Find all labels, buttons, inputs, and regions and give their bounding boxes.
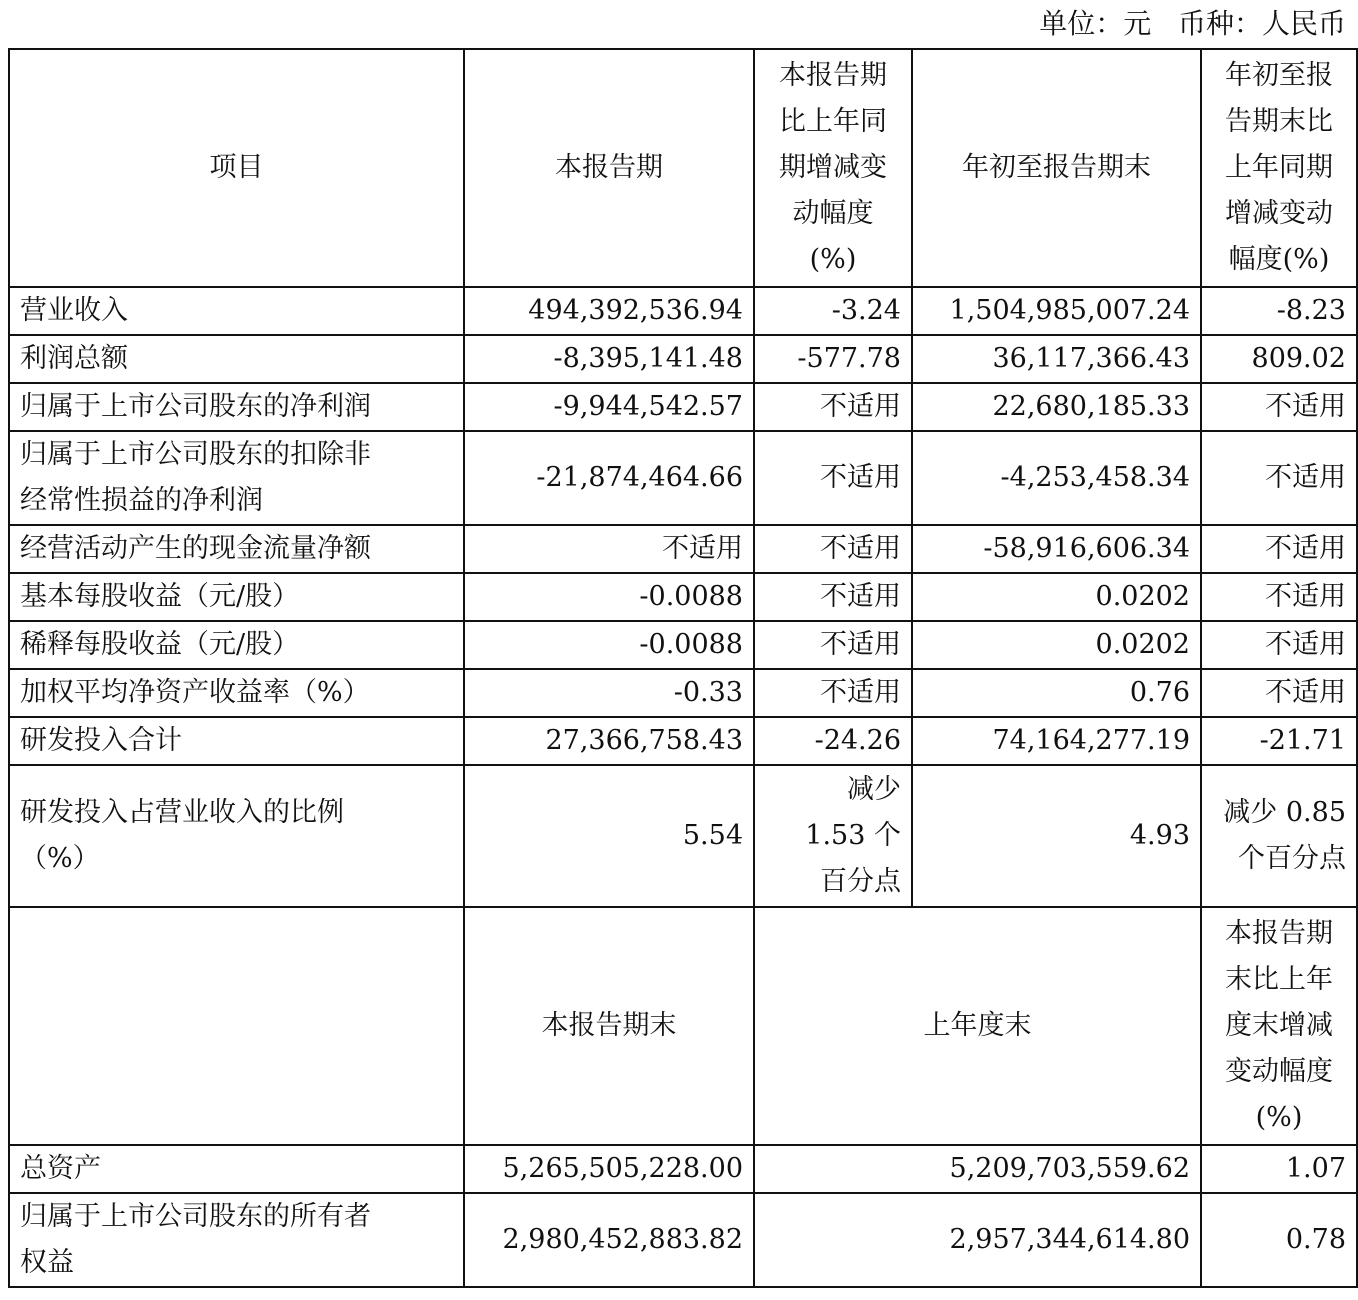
cell-line: 百分点	[820, 866, 901, 897]
table-row	[9, 431, 1357, 525]
header-line: 变动幅度	[1225, 1056, 1333, 1087]
header-line: 动幅度	[792, 198, 874, 229]
cell-current-change: 不适用	[754, 383, 912, 431]
cell-current-change: 不适用	[754, 525, 912, 573]
header-line: 比上年同	[779, 106, 887, 137]
cell-ytd-change: 不适用	[1201, 431, 1357, 525]
row-label	[9, 765, 464, 907]
cell-current: -8,395,141.48	[464, 335, 754, 383]
cell-line: 个百分点	[1238, 843, 1346, 874]
cell-current: 494,392,536.94	[464, 287, 754, 335]
header-ytd-change	[1201, 49, 1357, 287]
row-label: 加权平均净资产收益率（%）	[9, 669, 464, 717]
cell-ytd: -4,253,458.34	[912, 431, 1201, 525]
cell-current: 5.54	[464, 765, 754, 907]
cell-current-change: 不适用	[754, 431, 912, 525]
cell-period-end: 2,980,452,883.82	[464, 1193, 754, 1287]
cell-ytd-change: 不适用	[1201, 573, 1357, 621]
cell-current-change: -577.78	[754, 335, 912, 383]
header-line: 幅度(%)	[1228, 244, 1330, 275]
table-row	[9, 335, 1357, 383]
cell-current: -0.33	[464, 669, 754, 717]
cell-prior-year-end: 2,957,344,614.80	[754, 1193, 1201, 1287]
row-label: 研发投入合计	[9, 717, 464, 765]
cell-current: -0.0088	[464, 621, 754, 669]
table-row	[9, 669, 1357, 717]
row-label-line: （%）	[20, 843, 100, 874]
cell-ytd: -58,916,606.34	[912, 525, 1201, 573]
row-label	[9, 431, 464, 525]
row-label: 稀释每股收益（元/股）	[9, 621, 464, 669]
row-label: 归属于上市公司股东的净利润	[9, 383, 464, 431]
row-label: 营业收入	[9, 287, 464, 335]
header-line: 本报告期	[779, 60, 887, 91]
header-current-change	[754, 49, 912, 287]
cell-ytd: 0.76	[912, 669, 1201, 717]
cell-current-change: 不适用	[754, 669, 912, 717]
cell-balance-change: 0.78	[1201, 1193, 1357, 1287]
cell-ytd: 0.0202	[912, 573, 1201, 621]
header-period-end: 本报告期末	[464, 907, 754, 1145]
row-label-line: 研发投入占营业收入的比例	[20, 797, 344, 828]
cell-line: 减少	[847, 774, 901, 805]
cell-current: 27,366,758.43	[464, 717, 754, 765]
header-line: 上年同期	[1225, 152, 1333, 183]
row-label-line: 权益	[20, 1247, 74, 1278]
cell-current-change: 不适用	[754, 573, 912, 621]
cell-ytd: 74,164,277.19	[912, 717, 1201, 765]
row-label	[9, 1193, 464, 1287]
row-label-line: 归属于上市公司股东的扣除非	[20, 439, 371, 470]
row-label: 利润总额	[9, 335, 464, 383]
table-row	[9, 765, 1357, 907]
cell-current-change: -3.24	[754, 287, 912, 335]
table-row	[9, 383, 1357, 431]
header-line: 本报告期	[1225, 918, 1333, 949]
row-label: 基本每股收益（元/股）	[9, 573, 464, 621]
table-header-row	[9, 49, 1357, 287]
table-row	[9, 621, 1357, 669]
cell-ytd-change: 不适用	[1201, 383, 1357, 431]
header-line: 告期末比	[1225, 106, 1333, 137]
cell-ytd-change: -8.23	[1201, 287, 1357, 335]
cell-current-change: 不适用	[754, 621, 912, 669]
row-label-line: 经常性损益的净利润	[20, 485, 263, 516]
cell-ytd-change: 不适用	[1201, 621, 1357, 669]
cell-current: -9,944,542.57	[464, 383, 754, 431]
cell-ytd-change: 不适用	[1201, 525, 1357, 573]
cell-ytd-change: -21.71	[1201, 717, 1357, 765]
header-line: 年初至报	[1225, 60, 1333, 91]
table-row	[9, 717, 1357, 765]
table-header-row-balance	[9, 907, 1357, 1145]
header-item: 项目	[9, 49, 464, 287]
cell-current: -21,874,464.66	[464, 431, 754, 525]
header-prior-year-end: 上年度末	[754, 907, 1201, 1145]
table-row	[9, 573, 1357, 621]
table-row	[9, 525, 1357, 573]
table-row	[9, 1145, 1357, 1193]
row-label: 总资产	[9, 1145, 464, 1193]
header-line: 增减变动	[1225, 198, 1333, 229]
header-line: 末比上年	[1225, 964, 1333, 995]
cell-prior-year-end: 5,209,703,559.62	[754, 1145, 1201, 1193]
header-line: 期增减变	[779, 152, 887, 183]
cell-ytd: 4.93	[912, 765, 1201, 907]
row-label-line: 归属于上市公司股东的所有者	[20, 1201, 371, 1232]
cell-period-end: 5,265,505,228.00	[464, 1145, 754, 1193]
header-blank	[9, 907, 464, 1145]
header-line: (%)	[809, 244, 857, 275]
cell-line: 减少 0.85	[1223, 797, 1346, 828]
cell-ytd: 1,504,985,007.24	[912, 287, 1201, 335]
cell-current: -0.0088	[464, 573, 754, 621]
row-label: 经营活动产生的现金流量净额	[9, 525, 464, 573]
header-line: (%)	[1255, 1102, 1303, 1133]
cell-ytd-change	[1201, 765, 1357, 907]
header-line: 度末增减	[1225, 1010, 1333, 1041]
table-row	[9, 1193, 1357, 1287]
cell-ytd: 36,117,366.43	[912, 335, 1201, 383]
cell-current: 不适用	[464, 525, 754, 573]
cell-current-change: -24.26	[754, 717, 912, 765]
cell-line: 1.53 个	[805, 820, 901, 851]
cell-ytd: 0.0202	[912, 621, 1201, 669]
unit-currency-note: 单位：元 币种：人民币	[1039, 7, 1346, 40]
table-row	[9, 287, 1357, 335]
cell-ytd-change: 809.02	[1201, 335, 1357, 383]
cell-ytd-change: 不适用	[1201, 669, 1357, 717]
header-balance-change	[1201, 907, 1357, 1145]
financial-data-table	[8, 48, 1358, 1288]
header-ytd: 年初至报告期末	[912, 49, 1201, 287]
cell-ytd: 22,680,185.33	[912, 383, 1201, 431]
cell-current-change	[754, 765, 912, 907]
header-current-period: 本报告期	[464, 49, 754, 287]
cell-balance-change: 1.07	[1201, 1145, 1357, 1193]
